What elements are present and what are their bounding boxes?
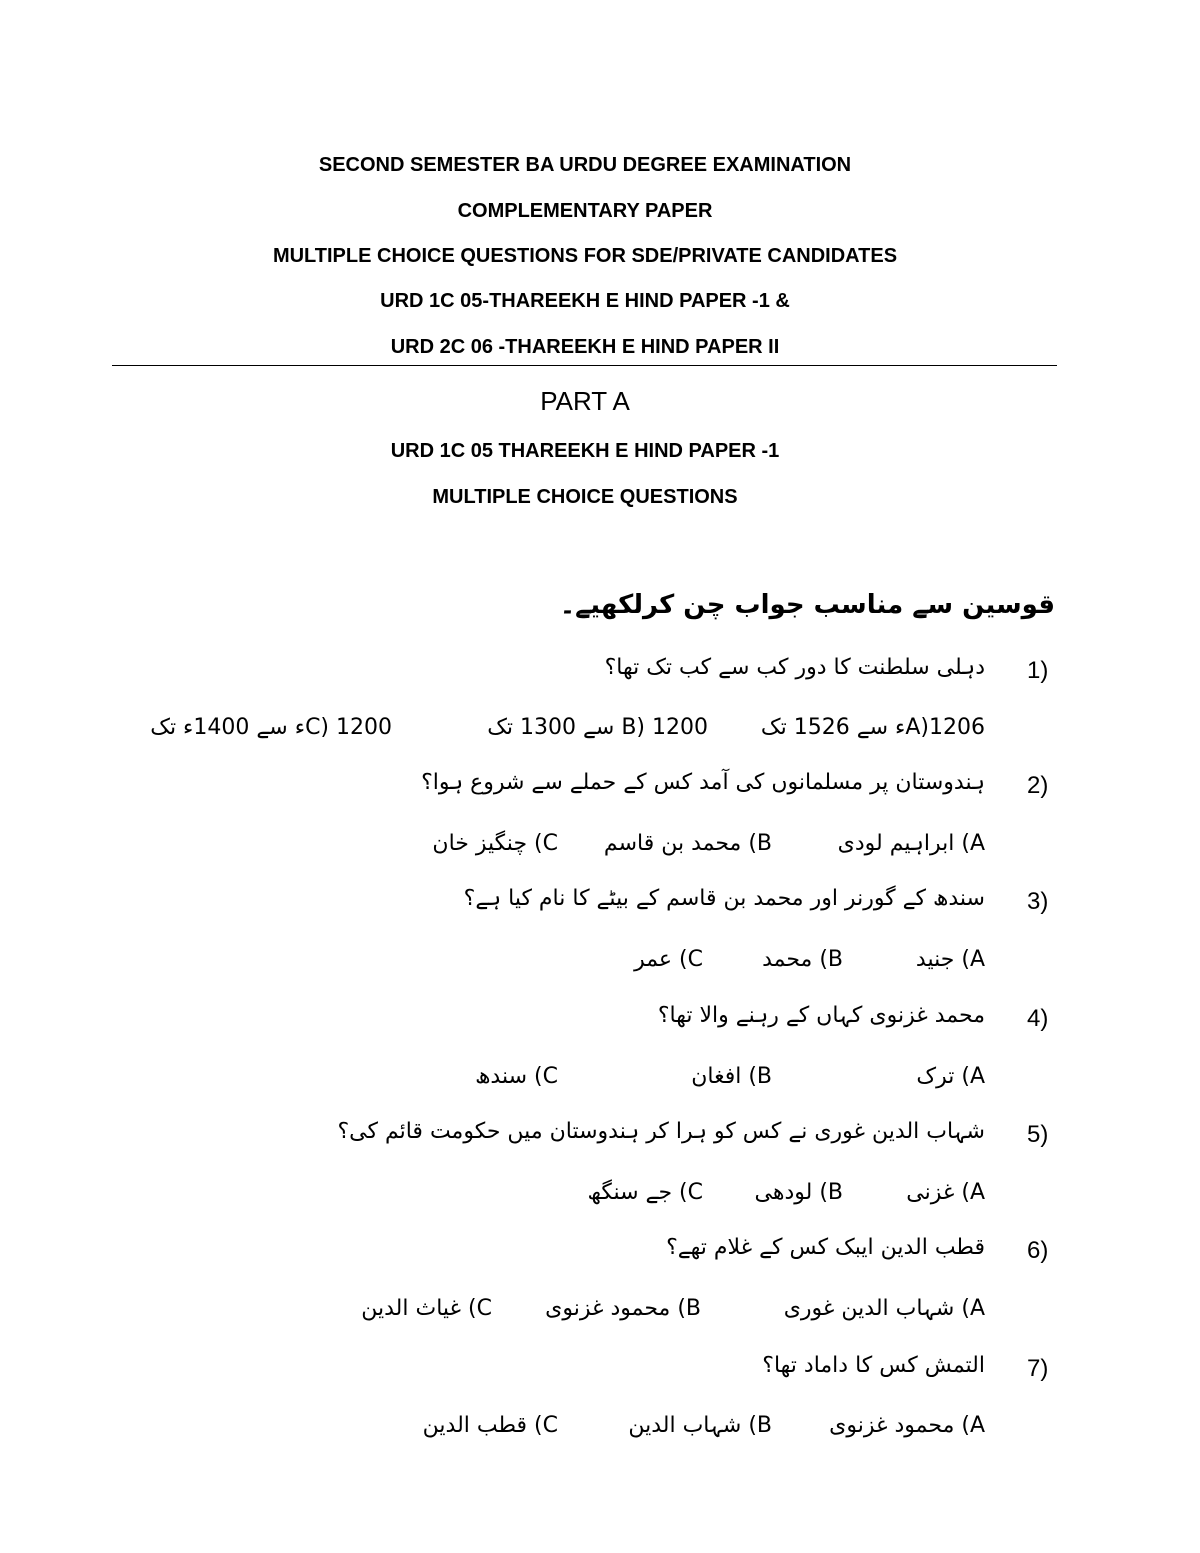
question-text: محمد غزنوی کہاں کے رہنے والا تھا؟: [657, 1003, 985, 1028]
option-b: B) محمود غزنوی: [545, 1296, 701, 1321]
header-line-5: URD 2C 06 -THAREEKH E HIND PAPER II: [390, 336, 780, 358]
option-c: C) چنگیز خان: [432, 831, 558, 856]
question-text: دہلی سلطنت کا دور کب سے کب تک تھا؟: [604, 655, 985, 680]
header-line-1: SECOND SEMESTER BA URDU DEGREE EXAMINATION: [318, 154, 852, 176]
option-b: B) 1200 سے 1300 تک: [487, 715, 708, 740]
part-subtitle-1: URD 1C 05 THAREEKH E HIND PAPER -1: [390, 440, 780, 462]
option-c: C) سندھ: [475, 1064, 558, 1089]
question-text: قطب الدین ایبک کس کے غلام تھے؟: [666, 1235, 985, 1260]
part-title: PART A: [540, 386, 630, 416]
option-a: A)1206ء سے 1526 تک: [760, 715, 985, 740]
option-b: B) افغان: [691, 1064, 772, 1089]
question-number: 2): [1027, 772, 1049, 799]
option-b: B) شہاب الدین: [628, 1413, 772, 1438]
option-a: A) محمود غزنوی: [829, 1413, 985, 1438]
part-subtitle-2: MULTIPLE CHOICE QUESTIONS: [432, 486, 738, 508]
header-line-4: URD 1C 05-THAREEKH E HIND PAPER -1 &: [380, 290, 790, 312]
header-line-2: COMPLEMENTARY PAPER: [457, 200, 713, 222]
question-text: سندھ کے گورنر اور محمد بن قاسم کے بیٹے کا نام کیا ہے؟: [463, 886, 985, 911]
question-text: التمش کس کا داماد تھا؟: [762, 1353, 985, 1378]
question-number: 4): [1027, 1005, 1049, 1032]
question-text: ہندوستان پر مسلمانوں کی آمد کس کے حملے سے شروع ہوا؟: [421, 770, 985, 795]
option-a: A) جنید: [915, 947, 985, 972]
question-number: 1): [1027, 657, 1049, 684]
instruction: قوسین سے مناسب جواب چن کرلکھیے۔: [559, 590, 1055, 620]
option-c: C) غیاث الدین: [361, 1296, 492, 1321]
option-a: A) غزنی: [906, 1180, 985, 1205]
question-number: 5): [1027, 1121, 1049, 1148]
question-text: شہاب الدین غوری نے کس کو ہرا کر ہندوستان میں حکومت قائم کی؟: [337, 1119, 985, 1144]
option-c: C) قطب الدین: [422, 1413, 558, 1438]
option-b: B) محمد: [762, 947, 843, 972]
header-line-3: MULTIPLE CHOICE QUESTIONS FOR SDE/PRIVATE CANDIDATES: [272, 245, 898, 267]
option-c: C) جے سنگھ: [587, 1180, 703, 1205]
header-divider: [112, 365, 1057, 366]
option-b: B) محمد بن قاسم: [603, 831, 772, 856]
option-a: A) ابراہیم لودی: [837, 831, 985, 856]
option-c: C) 1200ء سے 1400ء تک: [150, 715, 392, 740]
option-b: B) لودھی: [754, 1180, 843, 1205]
option-a: A) شہاب الدین غوری: [783, 1296, 985, 1321]
option-c: C) عمر: [634, 947, 703, 972]
option-a: A) ترک: [916, 1064, 985, 1089]
question-number: 3): [1027, 888, 1049, 915]
question-number: 6): [1027, 1237, 1049, 1264]
question-number: 7): [1027, 1355, 1049, 1382]
